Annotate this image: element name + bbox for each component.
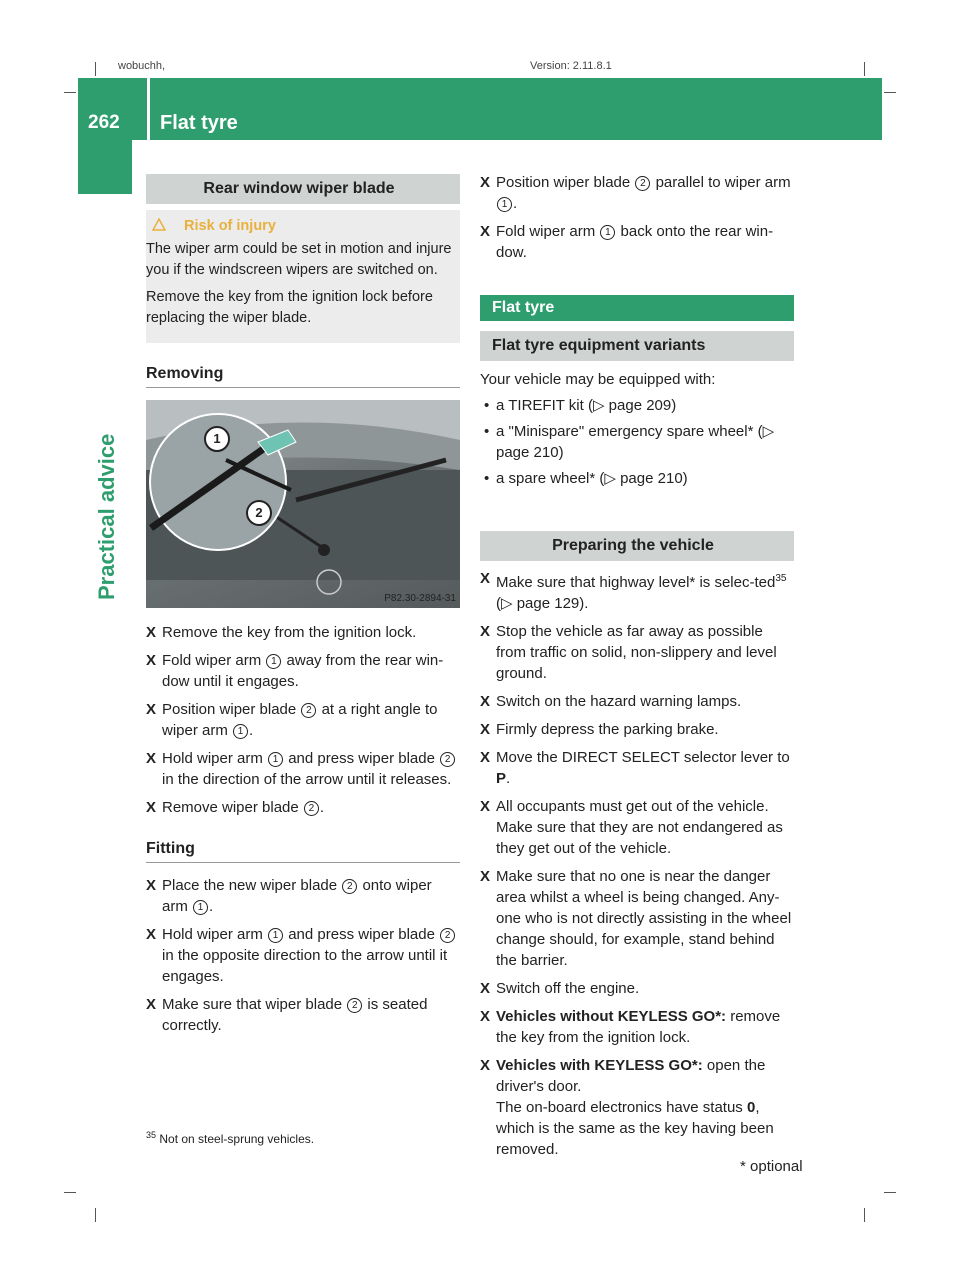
print-info-version: Version: 2.11.8.1: [530, 60, 612, 72]
right-column: [480, 164, 794, 1160]
sidebar: [78, 140, 132, 1210]
callout-ref: 2: [301, 703, 316, 718]
left-column: [146, 150, 460, 1036]
step-item: X Hold wiper arm 1 and press wiper blade 2 in the direction of the arrow until it releases.: [146, 748, 460, 790]
page-number: 262: [88, 112, 120, 133]
callout-ref: 2: [304, 801, 319, 816]
crop-mark: [884, 1192, 896, 1193]
callout-ref: 2: [440, 928, 455, 943]
crop-mark: [64, 1192, 76, 1193]
step-item: X Move the DIRECT SELECT selector lever to P.: [480, 749, 790, 787]
crop-mark: [95, 1208, 96, 1222]
header-banner: [78, 78, 882, 140]
step-item: X All occupants must get out of the vehicle. Make sure that they are not endangered as they get out of the vehicle.: [480, 798, 783, 857]
warning-text: The wiper arm could be set in motion and injure you if the windscreen wipers are switched on.: [146, 241, 452, 278]
step-item: X Switch off the engine.: [480, 980, 640, 997]
step-item: X Firmly depress the parking brake.: [480, 721, 719, 738]
list-item: • a spare wheel* (▷ page 210): [484, 470, 688, 487]
step-item: X Remove the key from the ignition lock.: [146, 624, 417, 641]
image-code: P82.30-2894-31: [384, 593, 456, 604]
section-heading-wiper: Rear window wiper blade: [146, 174, 460, 204]
callout-ref: 1: [193, 900, 208, 915]
list-item: • a "Minispare" emergency spare wheel* (▷ page 210): [484, 423, 775, 461]
step-item: X Fold wiper arm 1 back onto the rear win-dow.: [480, 223, 774, 261]
crop-mark: [884, 92, 896, 93]
preparing-steps: [480, 568, 794, 1160]
step-item: X Hold wiper arm 1 and press wiper blade 2 in the opposite direction to the arrow until it engages.: [146, 924, 460, 987]
callout-1: 1: [204, 426, 230, 452]
step-item: X Position wiper blade 2 parallel to wiper arm 1 .: [480, 174, 791, 212]
equipment-intro: Your vehicle may be equipped with:: [480, 371, 716, 388]
list-item: • a TIREFIT kit (▷ page 209): [484, 397, 677, 414]
crop-mark: [64, 92, 76, 93]
page-title: Flat tyre: [160, 112, 238, 134]
heading-preparing: Preparing the vehicle: [480, 531, 794, 561]
callout-2: 2: [246, 500, 272, 526]
sidebar-label: Practical advice: [94, 433, 119, 600]
crop-mark: [95, 62, 96, 76]
step-item: X Position wiper blade 2 at a right angle to wiper arm 1 .: [146, 701, 438, 739]
warning-header: [146, 216, 452, 237]
sidebar-tab: [78, 140, 132, 194]
heading-fitting: Fitting: [146, 840, 460, 863]
heading-flat-tyre: Flat tyre: [480, 295, 794, 321]
step-item: X Stop the vehicle as far away as possible from traffic on solid, non-slippery and level ground.: [480, 623, 777, 682]
banner-divider: [147, 78, 150, 140]
wiper-photo: [146, 400, 460, 608]
footnote-number: 35: [146, 1130, 157, 1140]
footnote-text: Not on steel-sprung vehicles.: [159, 1132, 315, 1146]
crop-mark: [864, 1208, 865, 1222]
print-info-left: wobuchh,: [118, 60, 166, 72]
optional-note: * optional: [740, 1158, 803, 1175]
step-item: X Remove wiper blade 2 .: [146, 799, 325, 816]
callout-ref: 2: [342, 879, 357, 894]
heading-equipment: Flat tyre equipment variants: [480, 331, 794, 361]
step-item: X Make sure that wiper blade 2 is seated correctly.: [146, 996, 428, 1034]
callout-ref: 1: [233, 724, 248, 739]
callout-ref: 1: [600, 225, 615, 240]
step-item: X Make sure that highway level* is selec-ted$^{35}$ (▷ page 129).: [480, 570, 787, 612]
warning-text: Remove the key from the ignition lock before replacing the wiper blade.: [146, 289, 433, 326]
crop-mark: [864, 62, 865, 76]
heading-removing: Removing: [146, 365, 460, 388]
step-item: X Make sure that no one is near the danger area whilst a wheel is being changed. Any-one who is not directly assisting in the wheel change should, for example, stand behind the barrier.: [480, 868, 792, 969]
step-item: X Place the new wiper blade 2 onto wiper arm 1 .: [146, 877, 432, 915]
step-item: X Vehicles with KEYLESS GO*: open the driver's door. The on-board electronics have status 0, which is the same as the key having been removed.: [480, 1057, 774, 1158]
fitting-steps: [146, 875, 460, 1036]
warning-triangle-icon: [152, 218, 166, 231]
callout-ref: 2: [440, 752, 455, 767]
footnote: [146, 1130, 314, 1146]
step-item: X Fold wiper arm 1 away from the rear win-dow until it engages.: [146, 652, 444, 690]
wiper-illustration: [146, 400, 460, 608]
callout-ref: 2: [635, 176, 650, 191]
removing-steps: [146, 622, 460, 818]
step-item: X Vehicles without KEYLESS GO*: remove the key from the ignition lock.: [480, 1008, 781, 1046]
step-item: X Switch on the hazard warning lamps.: [480, 693, 742, 710]
callout-ref: 2: [347, 998, 362, 1013]
callout-ref: 1: [268, 752, 283, 767]
callout-ref: 1: [266, 654, 281, 669]
callout-ref: 1: [497, 197, 512, 212]
warning-box: [146, 210, 460, 343]
callout-ref: 1: [268, 928, 283, 943]
warning-title: Risk of injury: [184, 218, 276, 234]
